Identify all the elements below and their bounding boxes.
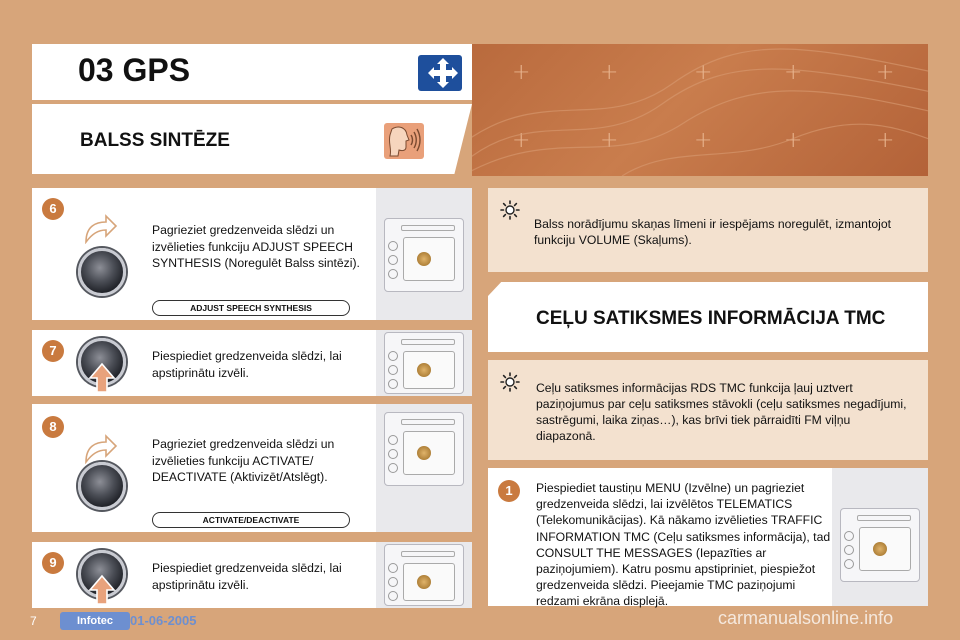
radio-photo [376, 542, 472, 608]
header-banner: + + + + + + + + + + [472, 44, 928, 176]
step-1-panel [488, 468, 928, 609]
step-number-badge: 9 [42, 552, 64, 574]
step-9-panel [32, 542, 472, 608]
infotec-logo: Infotec [60, 612, 130, 630]
step-8-panel [32, 404, 472, 532]
volume-note [488, 188, 928, 272]
menu-option-label: ADJUST SPEECH SYNTHESIS [152, 300, 350, 316]
radio-photo [376, 330, 472, 396]
page-number: 7 [30, 614, 37, 628]
step-instruction: Pagrieziet gredzenveida slēdzi un izvēlieties funkciju ADJUST SPEECH SYNTHESIS (Noregulēt Balss sintēzi). [152, 223, 360, 270]
radio-unit-icon [384, 412, 464, 486]
step-6-panel [32, 188, 472, 320]
radio-unit-icon [384, 544, 464, 606]
document-date: 01-06-2005 [130, 613, 197, 628]
push-arrow-icon [88, 362, 116, 394]
radio-unit-icon [384, 332, 464, 394]
step-7-panel [32, 330, 472, 396]
step-instruction: Piespiediet gredzenveida slēdzi, lai apstiprinātu izvēli. [152, 561, 342, 592]
step-number-badge: 6 [42, 198, 64, 220]
radio-photo [832, 468, 928, 606]
rotary-knob-icon [78, 462, 126, 510]
info-sun-icon [500, 200, 520, 220]
note-text: Ceļu satiksmes informācijas RDS TMC funkcija ļauj uztvert paziņojumus par ceļu satiksmes stāvokli (ceļu satiksmes negadījumi, sastrēgumi, laika ziņas…), kas brīvi tiek pārraidīti FM viļņu diapazonā. [536, 381, 907, 443]
watermark: carmanualsonline.info [718, 608, 894, 628]
info-sun-icon [500, 372, 520, 392]
radio-unit-icon [840, 508, 920, 582]
section-title: BALSS SINTĒZE [80, 130, 230, 151]
page-title: 03 GPS [78, 52, 191, 88]
gps-navigation-icon [418, 55, 462, 91]
note-text: Balss norādījumu skaņas līmeni ir iespējams noregulēt, izmantojot funkciju VOLUME (Skaļums). [534, 217, 891, 247]
step-instruction: Piespiediet gredzenveida slēdzi, lai apstiprinātu izvēli. [152, 349, 342, 380]
step-number-badge: 8 [42, 416, 64, 438]
step-instruction: Pagrieziet gredzenveida slēdzi un izvēlieties funkciju ACTIVATE/ DEACTIVATE (Aktivizēt/Atslēgt). [152, 437, 335, 484]
title-bar [32, 44, 472, 100]
step-number-badge: 7 [42, 340, 64, 362]
turn-arrow-icon [82, 434, 118, 464]
radio-photo [376, 188, 472, 320]
radio-photo [376, 404, 472, 532]
tmc-note [488, 360, 928, 460]
push-arrow-icon [88, 574, 116, 606]
turn-arrow-icon [82, 214, 118, 244]
rotary-knob-icon [78, 248, 126, 296]
step-instruction: Piespiediet taustiņu MENU (Izvēlne) un pagrieziet gredzenveida slēdzi, lai izvēlētos TELEMATICS (Telekomunikācijas). Kā nākamo izvēlieties TRAFFIC INFORMATION TMC (Ceļu satiksmes informācija), tad CONSULT THE MESSAGES (Iepazīties ar paziņojumiem). Katru posmu apstipriniet, piespiežot gredzenveida slēdzi. Pieejamie TMC paziņojumi redzami ekrāna displejā. [536, 481, 831, 609]
section-title: CEĻU SATIKSMES INFORMĀCIJA TMC [536, 308, 886, 329]
step-number-badge: 1 [498, 480, 520, 502]
speaking-head-icon [384, 123, 424, 159]
menu-option-label: ACTIVATE/DEACTIVATE [152, 512, 350, 528]
radio-unit-icon [384, 218, 464, 292]
